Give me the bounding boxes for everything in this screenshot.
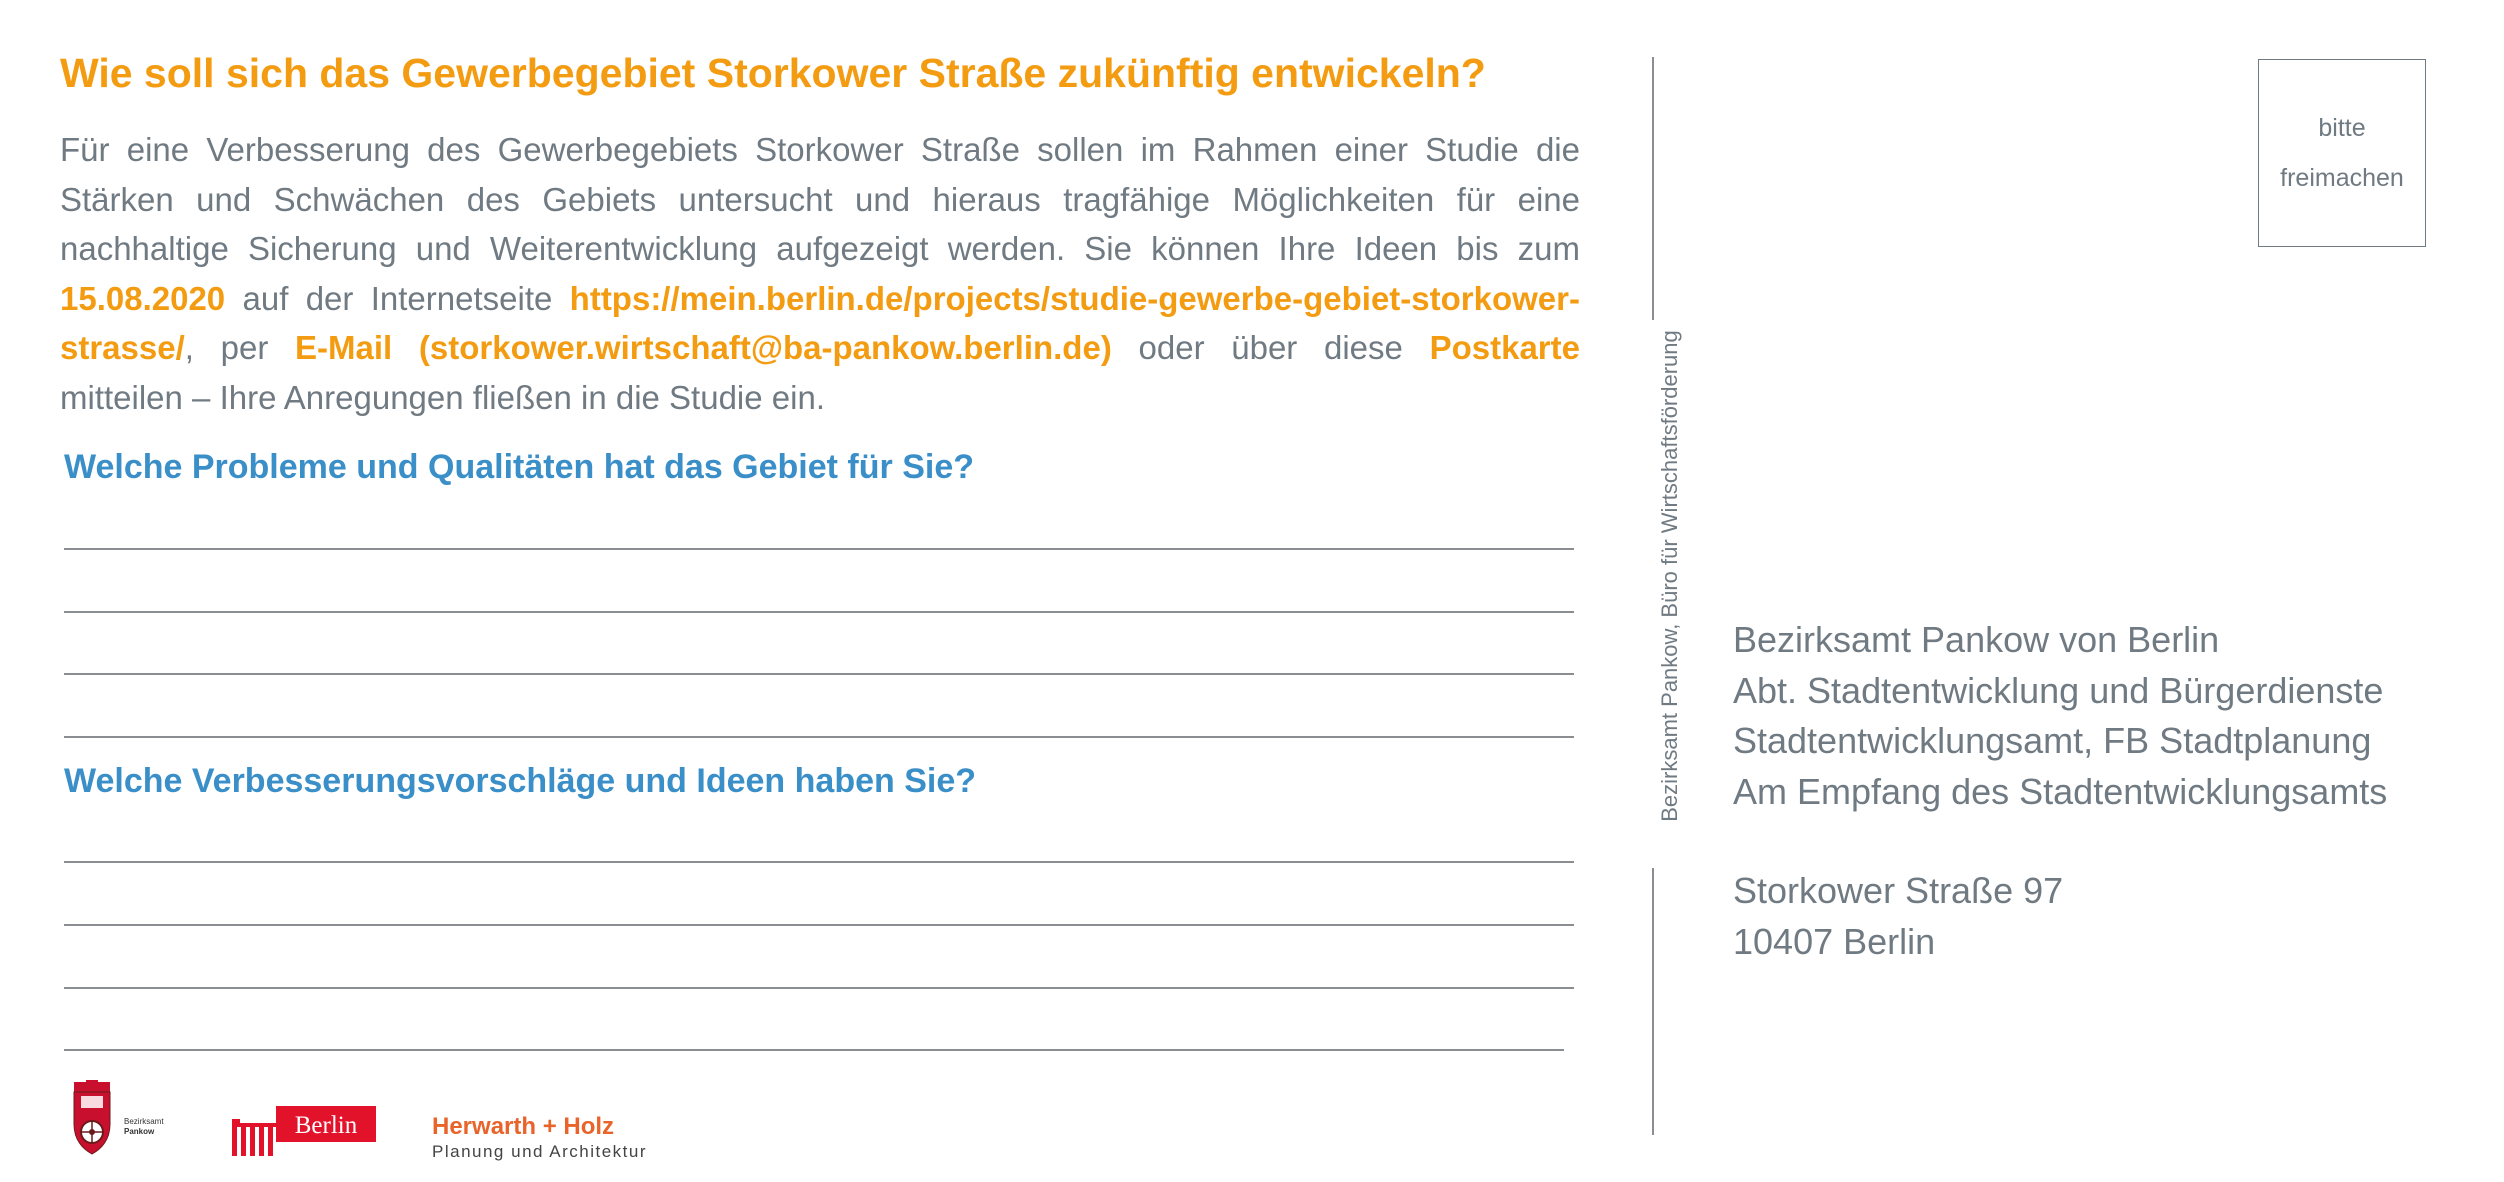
question-problems-qualities: Welche Probleme und Qualitäten hat das Gebiet für Sie? <box>64 448 974 486</box>
answer-line <box>64 861 1574 863</box>
sender-label: Bezirksamt Pankow, Büro für Wirtschaftsförderung <box>1657 330 1682 822</box>
herwarth-holz-logo <box>432 1113 647 1162</box>
divider-line-bottom <box>1652 868 1654 1135</box>
pankow-coat-of-arms-logo <box>72 1080 178 1160</box>
intro-text-1: Für eine Verbesserung des Gewerbegebiets Storkower Straße sollen im Rahmen einer Studie die Stärken und Schwächen des Gebiets untersucht und hieraus tragfähige Möglichkeiten für eine nachhaltige Sicherung und Weiterentwicklung aufgezeigt werden. Sie können Ihre Ideen bis zum <box>60 131 1580 267</box>
sender-label-wrap <box>1652 330 1688 822</box>
answer-line <box>64 673 1574 675</box>
intro-text-4: oder über diese <box>1111 329 1430 366</box>
answer-line <box>64 736 1574 738</box>
herwarth-holz-title: Herwarth + Holz <box>432 1113 615 1140</box>
address-line: Abt. Stadtentwicklung und Bürgerdienste <box>1733 669 2384 711</box>
divider-line-top <box>1652 57 1654 320</box>
stamp-text-line1: bitte <box>2318 114 2366 142</box>
address-line: Am Empfang des Stadtentwicklungsamts <box>1733 770 2388 812</box>
recipient-street-block <box>1733 866 2063 967</box>
recipient-address <box>1733 615 2387 817</box>
answer-line <box>64 548 1574 550</box>
stamp-text-line2: freimachen <box>2280 164 2404 192</box>
deadline-date: 15.08.2020 <box>60 279 226 317</box>
project-url: https://mein.berlin.de/projects/studie-gewerbe-gebiet-storkower-strasse/ <box>60 279 1580 366</box>
answer-line <box>64 987 1574 989</box>
postcard-headline: Wie soll sich das Gewerbegebiet Storkower Straße zukünftig entwickeln? <box>60 50 1486 96</box>
email-address: E-Mail (storkower.wirtschaft@ba-pankow.berlin.de) <box>295 329 1112 366</box>
address-line: Stadtentwicklungsamt, FB Stadtplanung <box>1733 720 2372 761</box>
question-improvement-ideas: Welche Verbesserungsvorschläge und Ideen haben Sie? <box>64 762 977 800</box>
intro-text-3: , per <box>184 329 296 366</box>
address-line: Bezirksamt Pankow von Berlin <box>1733 619 2220 660</box>
address-street: Storkower Straße 97 <box>1733 870 2064 911</box>
herwarth-holz-subtitle: Planung und Architektur <box>432 1142 648 1161</box>
answer-line <box>64 924 1574 926</box>
stamp-box <box>2258 59 2426 247</box>
pankow-logo-line1: Bezirksamt <box>124 1117 164 1126</box>
intro-text-5: mitteilen – Ihre Anregungen fließen in die Studie ein. <box>60 378 825 416</box>
postcard-word: Postkarte <box>1429 329 1580 366</box>
pankow-logo-line2: Pankow <box>124 1127 155 1136</box>
intro-text-2: auf der Internetseite <box>225 279 570 317</box>
berlin-logo-text: Berlin <box>294 1112 358 1139</box>
address-city: 10407 Berlin <box>1733 920 1936 962</box>
intro-paragraph <box>60 125 1580 422</box>
berlin-logo <box>232 1106 376 1156</box>
answer-line <box>64 1049 1564 1051</box>
answer-line <box>64 611 1574 613</box>
